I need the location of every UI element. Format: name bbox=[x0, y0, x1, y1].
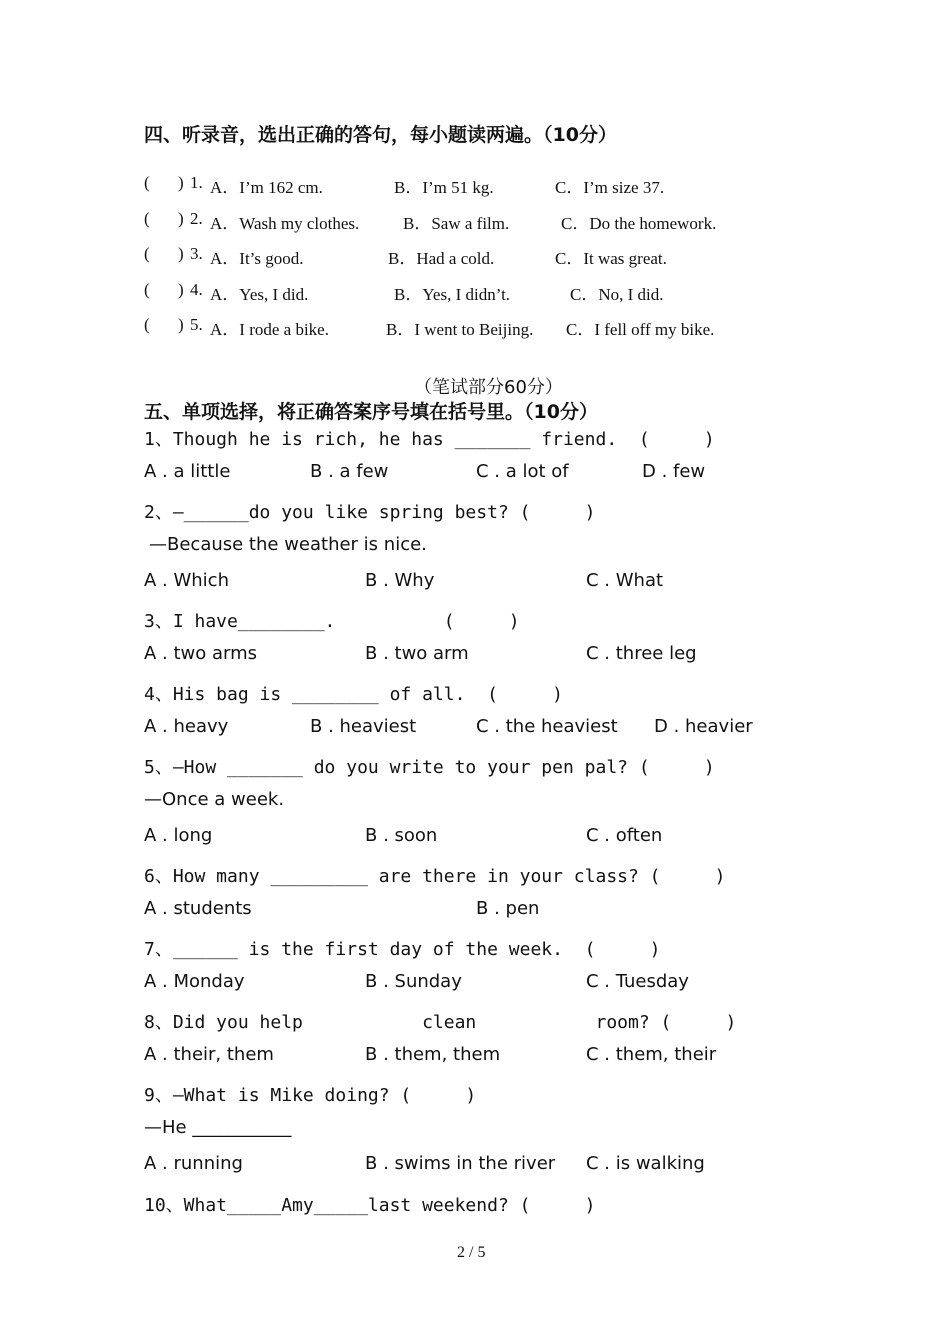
q4-option-c: C . the heaviest bbox=[476, 716, 618, 737]
q2-option-b: B . Why bbox=[365, 570, 435, 591]
option-b: B．I went to Beijing. bbox=[386, 320, 534, 339]
q6-option-a: A . students bbox=[144, 898, 252, 919]
q9-option-b: B . swims in the river bbox=[365, 1153, 556, 1174]
question-10: 10、What_____Amy_____last weekend? ( ) bbox=[144, 1195, 596, 1216]
option-b: B．Yes, I didn’t. bbox=[394, 285, 511, 304]
q8-option-b: B . them, them bbox=[365, 1044, 501, 1065]
answer-paren-close: ) bbox=[178, 280, 184, 299]
q5-option-b: B . soon bbox=[365, 825, 438, 846]
answer-paren-open: ( bbox=[144, 244, 150, 263]
q9-option-a: A . running bbox=[144, 1153, 243, 1174]
answer-paren-open: ( bbox=[144, 315, 150, 334]
question-8: 8、Did you help clean room? ( ) bbox=[144, 1012, 737, 1033]
option-b: B．Saw a film. bbox=[403, 214, 510, 233]
q4-option-a: A . heavy bbox=[144, 716, 229, 737]
question-2: 2、—______do you like spring best? ( ) bbox=[144, 502, 596, 523]
item-number: 5. bbox=[190, 315, 203, 334]
q1-option-c: C . a lot of bbox=[476, 461, 569, 482]
section5-title: 五、单项选择，将正确答案序号填在括号里。（10分） bbox=[144, 401, 598, 423]
answer-paren-open: ( bbox=[144, 173, 150, 192]
q8-option-c: C . them, their bbox=[586, 1044, 717, 1065]
option-c: C．I’m size 37. bbox=[555, 178, 665, 197]
page-number: 2 / 5 bbox=[457, 1244, 486, 1261]
answer-paren-open: ( bbox=[144, 209, 150, 228]
item-number: 2. bbox=[190, 209, 203, 228]
option-a: A．Yes, I did. bbox=[210, 285, 309, 304]
q4-option-b: B . heaviest bbox=[310, 716, 417, 737]
question-7: 7、______ is the first day of the week. ( ) bbox=[144, 939, 661, 960]
option-b: B．Had a cold. bbox=[388, 249, 495, 268]
q2-option-c: C . What bbox=[586, 570, 664, 591]
q2-reply: —Because the weather is nice. bbox=[149, 534, 427, 555]
q5-option-c: C . often bbox=[586, 825, 663, 846]
q7-option-b: B . Sunday bbox=[365, 971, 462, 992]
q3-option-c: C . three leg bbox=[586, 643, 697, 664]
q3-option-b: B . two arm bbox=[365, 643, 469, 664]
answer-paren-close: ) bbox=[178, 209, 184, 228]
answer-paren-close: ) bbox=[178, 244, 184, 263]
q6-option-b: B . pen bbox=[476, 898, 540, 919]
option-c: C．I fell off my bike. bbox=[566, 320, 715, 339]
q7-option-a: A . Monday bbox=[144, 971, 245, 992]
option-c: C．Do the homework. bbox=[561, 214, 717, 233]
item-number: 1. bbox=[190, 173, 203, 192]
q4-option-d: D . heavier bbox=[654, 716, 753, 737]
question-9: 9、—What is Mike doing? ( ) bbox=[144, 1085, 477, 1106]
option-c: C．No, I did. bbox=[570, 285, 664, 304]
option-a: A．I’m 162 cm. bbox=[210, 178, 323, 197]
option-c: C．It was great. bbox=[555, 249, 667, 268]
answer-paren-close: ) bbox=[178, 173, 184, 192]
q1-option-a: A . a little bbox=[144, 461, 231, 482]
option-a: A．Wash my clothes. bbox=[210, 214, 360, 233]
answer-paren-close: ) bbox=[178, 315, 184, 334]
answer-paren-open: ( bbox=[144, 280, 150, 299]
q9-option-c: C . is walking bbox=[586, 1153, 705, 1174]
section4-title: 四、听录音，选出正确的答句，每小题读两遍。（10分） bbox=[144, 124, 617, 146]
q2-option-a: A . Which bbox=[144, 570, 229, 591]
q7-option-c: C . Tuesday bbox=[586, 971, 689, 992]
q9-reply: —He ___________ bbox=[144, 1117, 292, 1138]
question-6: 6、How many _________ are there in your class? ( ) bbox=[144, 866, 726, 887]
option-b: B．I’m 51 kg. bbox=[394, 178, 494, 197]
q5-reply: —Once a week. bbox=[144, 789, 285, 810]
written-part-heading: （笔试部分60分） bbox=[414, 377, 563, 398]
q1-option-b: B . a few bbox=[310, 461, 389, 482]
option-a: A．It’s good. bbox=[210, 249, 304, 268]
question-5: 5、—How _______ do you write to your pen pal? ( ) bbox=[144, 757, 715, 778]
option-a: A．I rode a bike. bbox=[210, 320, 329, 339]
question-4: 4、His bag is ________ of all. ( ) bbox=[144, 684, 563, 705]
q3-option-a: A . two arms bbox=[144, 643, 258, 664]
item-number: 3. bbox=[190, 244, 203, 263]
q1-option-d: D . few bbox=[642, 461, 706, 482]
q5-option-a: A . long bbox=[144, 825, 213, 846]
question-1: 1、Though he is rich, he has _______ friend. ( ) bbox=[144, 429, 715, 450]
item-number: 4. bbox=[190, 280, 203, 299]
question-3: 3、I have________. ( ) bbox=[144, 611, 520, 632]
q8-option-a: A . their, them bbox=[144, 1044, 274, 1065]
